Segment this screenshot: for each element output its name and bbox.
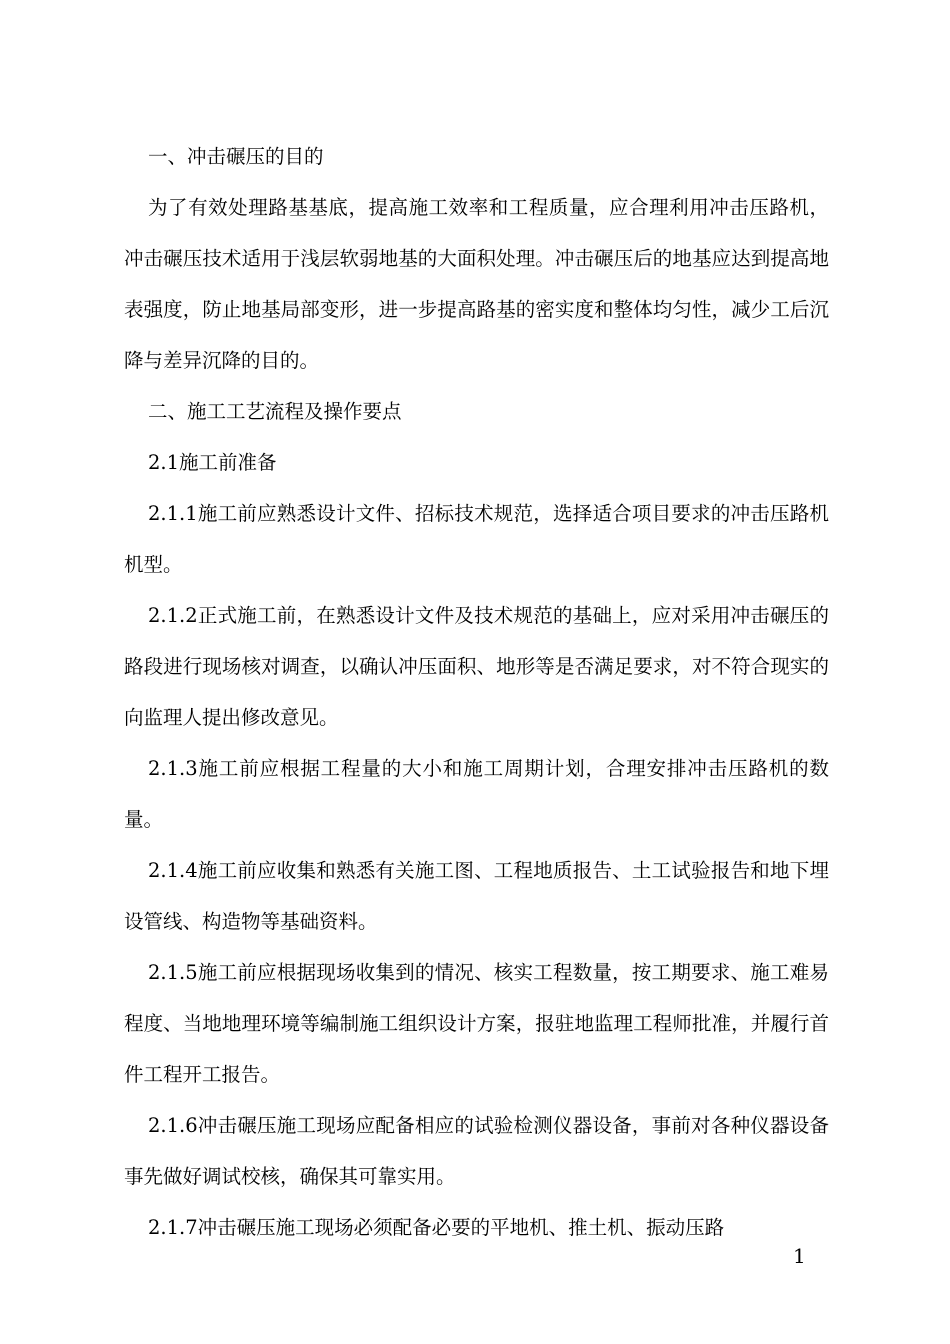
document-body [124, 131, 829, 1253]
page-number: 1 [793, 1244, 806, 1268]
paragraph-2-1-4: 2.1.4施工前应收集和熟悉有关施工图、工程地质报告、土工试验报告和地下埋设管线、构造物等基础资料。 [124, 859, 829, 933]
paragraph-2-1-6: 2.1.6冲击碾压施工现场应配备相应的试验检测仪器设备，事前对各种仪器设备事先做好调试校核，确保其可靠实用。 [124, 1114, 829, 1188]
paragraph-2-1-3: 2.1.3施工前应根据工程量的大小和施工周期计划，合理安排冲击压路机的数量。 [124, 757, 829, 831]
paragraph-2-1-7: 2.1.7冲击碾压施工现场必须配备必要的平地机、推土机、振动压路 [148, 1216, 725, 1239]
section-heading-purpose: 一、冲击碾压的目的 [148, 145, 324, 168]
paragraph-2-1-2: 2.1.2正式施工前，在熟悉设计文件及技术规范的基础上，应对采用冲击碾压的路段进行现场核对调查，以确认冲压面积、地形等是否满足要求，对不符合现实的向监理人提出修改意见。 [124, 604, 829, 729]
section-heading-process: 二、施工工艺流程及操作要点 [148, 400, 402, 423]
paragraph-2-1-5: 2.1.5施工前应根据现场收集到的情况、核实工程数量，按工期要求、施工难易程度、当地地理环境等编制施工组织设计方案，报驻地监理工程师批准，并履行首件工程开工报告。 [124, 961, 829, 1086]
subsection-heading-preparation: 2.1施工前准备 [148, 451, 277, 474]
paragraph-purpose: 为了有效处理路基基底，提高施工效率和工程质量，应合理利用冲击压路机，冲击碾压技术适用于浅层软弱地基的大面积处理。冲击碾压后的地基应达到提高地表强度，防止地基局部变形，进一步提高路基的密实度和整体均匀性，减少工后沉降与差异沉降的目的。 [124, 196, 829, 372]
paragraph-2-1-1: 2.1.1施工前应熟悉设计文件、招标技术规范，选择适合项目要求的冲击压路机机型。 [124, 502, 829, 576]
